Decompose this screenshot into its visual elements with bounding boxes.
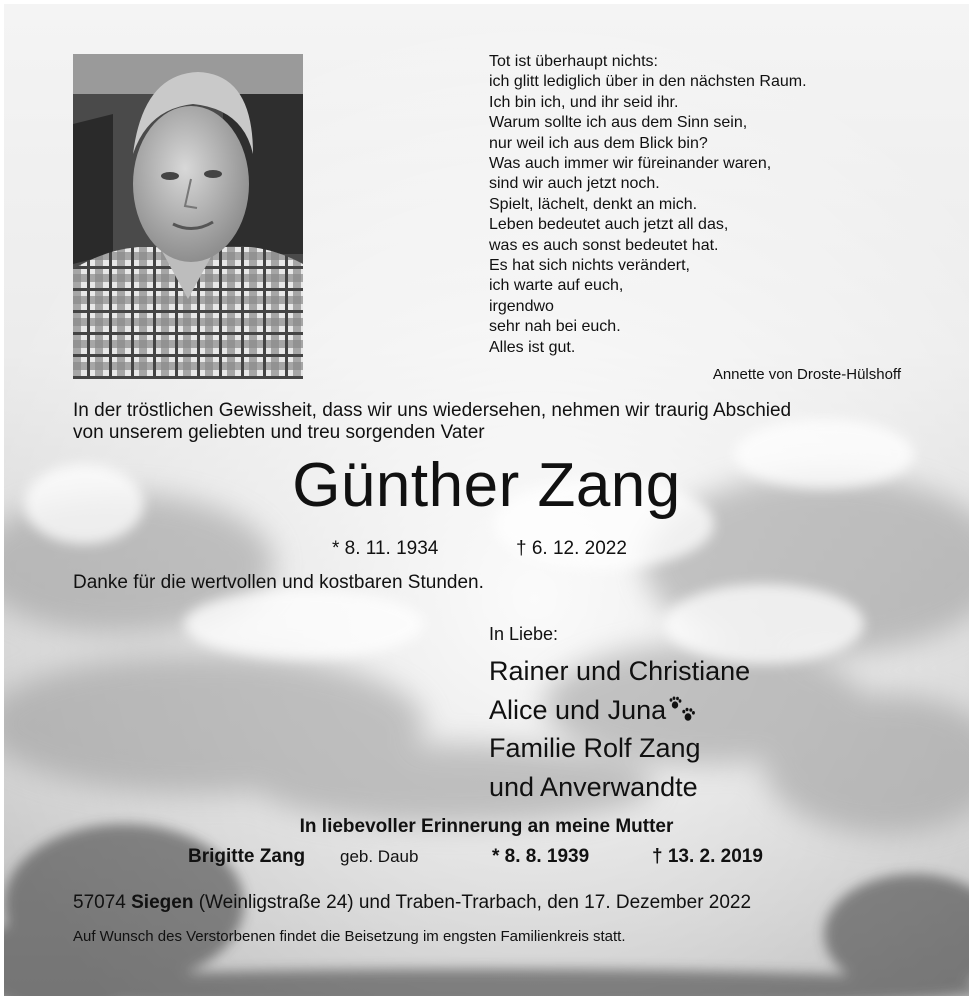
poem-line: nur weil ich aus dem Blick bin? [489, 134, 708, 152]
poem-line: Alles ist gut. [489, 338, 576, 356]
poem-line: Was auch immer wir füreinander waren, [489, 155, 772, 173]
poem-line: sehr nah bei euch. [489, 318, 621, 336]
portrait-photo [73, 54, 303, 379]
address-city: Siegen [131, 892, 194, 913]
poem-line: sind wir auch jetzt noch. [489, 175, 660, 193]
address-zip: 57074 [73, 892, 126, 913]
memorial-title: In liebevoller Erinnerung an meine Mutter [299, 816, 674, 837]
deceased-name: Günther Zang [292, 451, 681, 520]
address-rest: (Weinligstraße 24) und Traben-Trarbach, den 17. Dezember 2022 [193, 892, 752, 913]
poem-line: Warum sollte ich aus dem Sinn sein, [489, 114, 748, 132]
mourner-name: und Anverwandte [489, 771, 698, 802]
mother-name: Brigitte Zang [188, 846, 306, 867]
portrait-image [73, 54, 303, 379]
mourners-list [489, 652, 750, 806]
poem-line: Tot ist überhaupt nichts: [489, 53, 658, 70]
poem-line: ich warte auf euch, [489, 277, 624, 295]
birth-date: * 8. 11. 1934 [332, 538, 439, 559]
poem-line: Ich bin ich, und ihr seid ihr. [489, 93, 679, 111]
poem-line: Leben bedeutet auch jetzt all das, [489, 216, 729, 234]
poem [489, 52, 909, 358]
mother-birth-date: * 8. 8. 1939 [492, 846, 590, 867]
poem-line: irgendwo [489, 297, 554, 315]
mourners-label: In Liebe: [489, 624, 559, 644]
poem-author: Annette von Droste-Hülshoff [712, 366, 901, 383]
mother-death-date: † 13. 2. 2019 [652, 846, 763, 867]
mourner-name: Rainer und Christiane [489, 656, 751, 686]
poem-line: Spielt, lächelt, denkt an mich. [489, 195, 698, 213]
death-date: † 6. 12. 2022 [516, 538, 627, 559]
mourner-name: Alice und Juna [489, 694, 667, 725]
mourner-row [489, 691, 750, 730]
burial-note: Auf Wunsch des Verstorbenen findet die Beisetzung im engsten Familienkreis statt. [73, 928, 626, 945]
poem-line: was es auch sonst bedeutet hat. [489, 236, 719, 254]
poem-line: ich glitt lediglich über in den nächsten Raum. [489, 73, 807, 91]
obituary-page [4, 4, 969, 996]
paw-prints-icon [668, 696, 698, 724]
poem-line: Es hat sich nichts verändert, [489, 257, 690, 275]
intro-line: von unserem geliebten und treu sorgenden Vater [73, 422, 485, 443]
mother-maiden-name: geb. Daub [340, 847, 419, 866]
thanks-text: Danke für die wertvollen und kostbaren Stunden. [73, 572, 484, 593]
intro-text [73, 400, 913, 444]
address-line [73, 892, 751, 914]
intro-line: In der tröstlichen Gewissheit, dass wir uns wiedersehen, nehmen wir traurig Abschied [73, 400, 792, 421]
mourner-name: Familie Rolf Zang [489, 733, 701, 763]
